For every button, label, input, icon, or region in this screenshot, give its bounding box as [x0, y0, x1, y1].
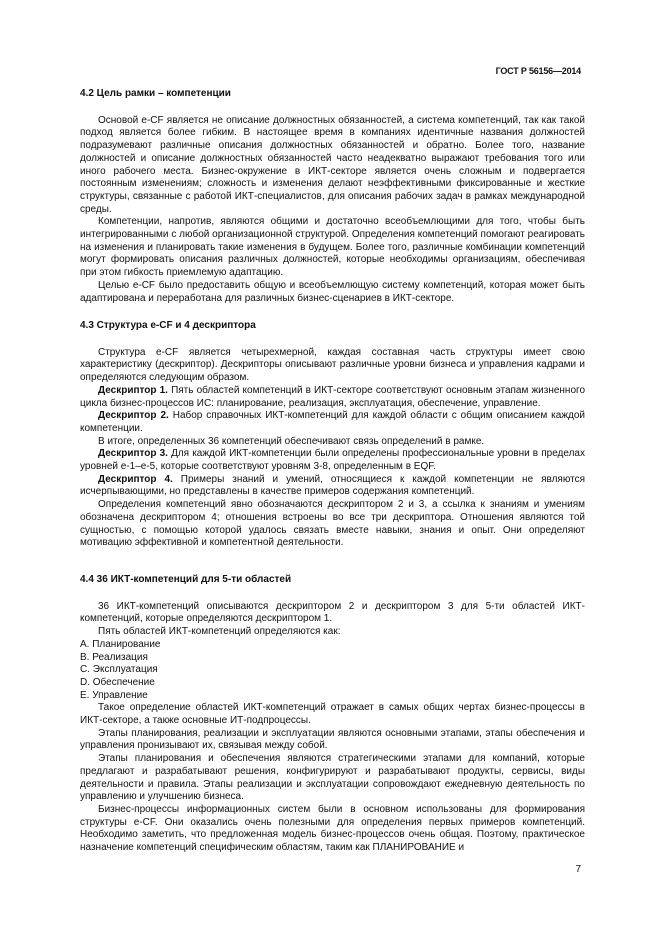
section-4-2 — [80, 88, 585, 305]
descriptor-4 — [80, 474, 585, 499]
descriptor-text: Примеры знаний и умений, относящиеся к каждой компетенции не являются исчерпывающими, но представлены в качестве примеров содержания компетенций. — [80, 473, 585, 498]
descriptor-3 — [80, 448, 585, 473]
page-number: 7 — [575, 864, 581, 875]
areas-list — [80, 639, 585, 703]
section-4-4 — [80, 574, 585, 855]
paragraph: 36 ИКТ-компетенций описываются дескриптором 2 и дескриптором 3 для 5-ти областей ИКТ-компетенций, которые определяются дескриптором 1. — [80, 600, 585, 625]
list-item: C. Эксплуатация — [80, 664, 158, 676]
descriptor-2 — [80, 410, 585, 435]
paragraph: Структура e-CF является четырехмерной, каждая составная часть структуры имеет свою характеристику (дескриптор). Дескрипторы описывают различные уровни бизнеса и управления кадрами и определяются следующим образом. — [80, 346, 585, 384]
list-item: D. Обеспечение — [80, 676, 155, 688]
descriptor-1 — [80, 385, 585, 410]
descriptor-label: Дескриптор 4. — [98, 473, 173, 485]
document-header: ГОСТ Р 56156—2014 — [495, 66, 581, 76]
list-item: E. Управление — [80, 689, 148, 701]
paragraph: Основой e-CF является не описание должностных обязанностей, а система компетенций, так как такой подход является более гибким. В настоящее время в компаниях идентичные названия должностей подразумевают различные описания должностных обязанностей и обратно. Более того, название должностей и описание должностных обязанностей часто неадекватно выражают требования того или иного рабочего места. Бизнес-окружение в ИКТ-секторе является очень сложным и подвергается постоянным изменениям; сложность и изменения делают неэффективными фиксированные и жесткие структуры, связанные с работой ИКТ-специалистов, для описания рабочих задач в рамках международной среды. — [80, 114, 585, 215]
paragraph: Пять областей ИКТ-компетенций определяются как: — [98, 626, 341, 638]
descriptor-label: Дескриптор 2. — [98, 410, 169, 422]
descriptor-label: Дескриптор 1. — [98, 384, 168, 396]
descriptor-label: Дескриптор 3. — [98, 448, 168, 460]
paragraph: Определения компетенций явно обозначаются дескриптором 2 и 3, а ссылка к знаниям и умениям обозначена дескриптором 4; отношения встроены во все три дескриптора. Отношения являются той сущностью, с помощью которой удалось связать вместе навыки, знания и опыт. Они определяют мотивацию эффективной и компетентной деятельности. — [80, 499, 585, 549]
section-4-3 — [80, 320, 585, 550]
section-title: 4.3 Структура e-CF и 4 дескриптора — [80, 320, 256, 331]
descriptor-text: Набор справочных ИКТ-компетенций для каждой области с общим описанием каждой компетенции. — [80, 410, 585, 434]
section-title: 4.2 Цель рамки – компетенции — [80, 88, 231, 99]
paragraph: Этапы планирования и обеспечения являются стратегическими этапами для компаний, которые предлагают и разрабатывают решения, конфигурируют и разрабатывают продукты, сервисы, виды деятельности и правила. Этапы реализации и эксплуатации сопровождают ежедневную деятельность по управлению и улучшению бизнеса. — [80, 753, 585, 803]
paragraph: В итоге, определенных 36 компетенций обеспечивают связь определений в рамке. — [98, 435, 485, 447]
descriptor-text: Пять областей компетенций в ИКТ-секторе соответствуют основным этапам жизненного цикла бизнес-процессов ИС: планирование, реализация, эксплуатация, обеспечение, управление. — [80, 384, 586, 409]
paragraph: Компетенции, напротив, являются общими и достаточно всеобъемлющими для того, чтобы быть интегрированными с любой организационной структурой. Определения компетенций помогают реагировать на изменения и планировать такие изменения в будущем. Более того, различные комбинации компетенций могут формировать описания различных должностей, которые необходимы организациям, обеспечивая при этом гибкость приемлемую адаптацию. — [80, 216, 585, 279]
descriptor-text: Для каждой ИКТ-компетенции были определены профессиональные уровни в пределах уровней е-1–е-5, которые соответствуют уровням 3-8, определенным в EQF. — [80, 448, 585, 473]
paragraph: Бизнес-процессы информационных систем были в основном использованы для формирования структуры e-CF. Они оказались очень полезными для определения первых примеров компетенций. Необходимо заметить, что предложенная модель бизнес-процессов очень общая. Поэтому, практическое назначение компетенций специфическим областям, таким как ПЛАНИРОВАНИЕ и — [80, 803, 585, 854]
paragraph: Целью e-CF было предоставить общую и всеобъемлющую систему компетенций, которая может быть адаптирована и переработана для различных бизнес-сценариев в ИКТ-секторе. — [80, 279, 585, 304]
paragraph: Такое определение областей ИКТ-компетенций отражает в самых общих чертах бизнес-процессы в ИКТ-секторе, а также основные ИТ-подпроцессы. — [80, 702, 585, 727]
list-item: А. Планирование — [80, 638, 161, 650]
section-title: 4.4 36 ИКТ-компетенций для 5-ти областей — [80, 574, 292, 585]
list-item: B. Реализация — [80, 651, 148, 663]
paragraph: Этапы планирования, реализации и эксплуатации являются основными этапами, этапы обеспечения и управления пронизывают их, связывая между собой. — [80, 727, 585, 752]
